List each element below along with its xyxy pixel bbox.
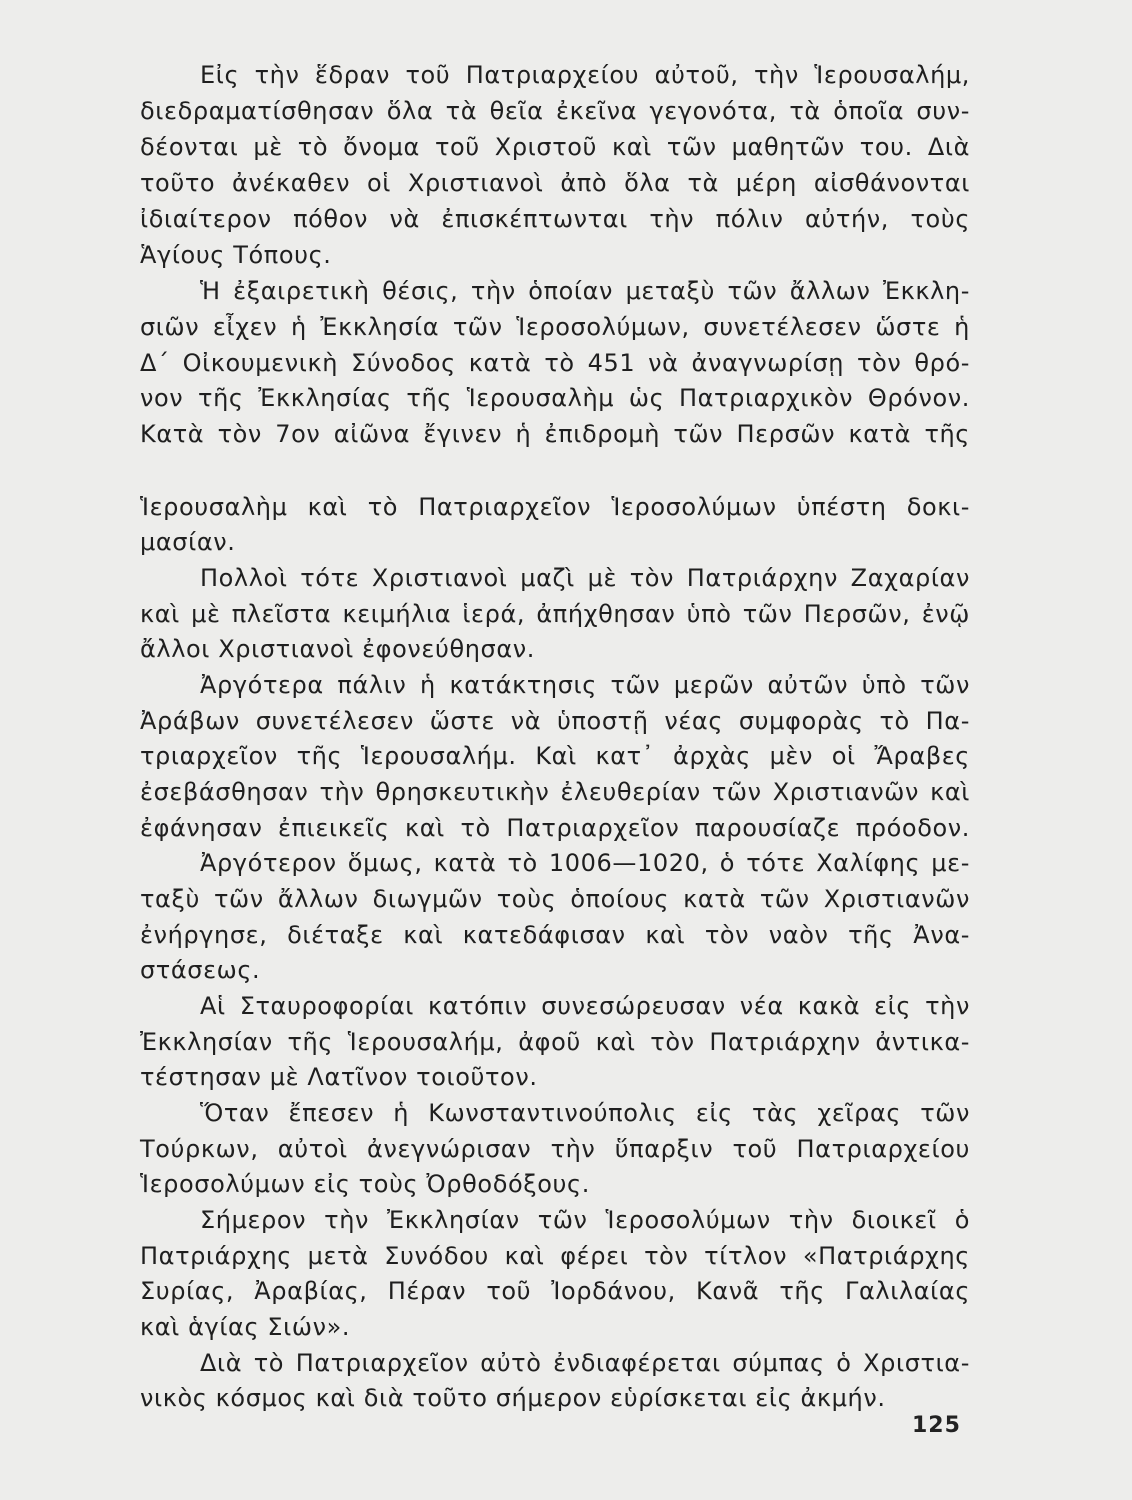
text-line: δέονται μὲ τὸ ὄνομα τοῦ Χριστοῦ καὶ τῶν μαθητῶν του. Διὰ xyxy=(140,133,970,161)
text-line: τριαρχεῖον τῆς Ἱερουσαλήμ. Καὶ κατ᾽ ἀρχὰς μὲν οἱ Ἄραβες xyxy=(140,742,970,770)
text-line: Ἡ ἐξαιρετικὴ θέσις, τὴν ὁποίαν μεταξὺ τῶν ἄλλων Ἐκκλη- xyxy=(200,277,970,305)
text-line: μασίαν. xyxy=(140,528,236,556)
text-line: ἰδιαίτερον πόθον νὰ ἐπισκέπτωνται τὴν πόλιν αὐτήν, τοὺς xyxy=(140,205,970,233)
text-line: Ὅταν ἔπεσεν ἡ Κωνσταντινούπολις εἰς τὰς χεῖρας τῶν xyxy=(200,1099,970,1127)
text-line: Κατὰ τὸν 7ον αἰῶνα ἔγινεν ἡ ἐπιδρομὴ τῶν Περσῶν κατὰ τῆς xyxy=(140,420,970,448)
text-line: τοῦτο ἀνέκαθεν οἱ Χριστιανοὶ ἀπὸ ὅλα τὰ μέρη αἰσθάνονται xyxy=(140,169,970,197)
text-line: καὶ ἁγίας Σιών». xyxy=(140,1313,351,1341)
text-line: Πατριάρχης μετὰ Συνόδου καὶ φέρει τὸν τίτλον «Πατριάρχης xyxy=(140,1242,970,1270)
text-line: ἄλλοι Χριστιανοὶ ἐφονεύθησαν. xyxy=(140,635,536,663)
text-line: Δ΄ Οἰκουμενικὴ Σύνοδος κατὰ τὸ 451 νὰ ἀναγνωρίσῃ τὸν θρό- xyxy=(140,349,970,377)
text-line: Ἐκκλησίαν τῆς Ἱερουσαλήμ, ἀφοῦ καὶ τὸν Πατριάρχην ἀντικα- xyxy=(140,1028,970,1056)
text-line: Ἀργότερον ὅμως, κατὰ τὸ 1006—1020, ὁ τότε Χαλίφης με- xyxy=(200,849,970,877)
text-line: διεδραματίσθησαν ὅλα τὰ θεῖα ἐκεῖνα γεγονότα, τὰ ὁποῖα συν- xyxy=(140,97,970,125)
text-line: Εἰς τὴν ἕδραν τοῦ Πατριαρχείου αὐτοῦ, τὴν Ἱερουσαλήμ, xyxy=(200,61,970,89)
text-line: νικὸς κόσμος καὶ διὰ τοῦτο σήμερον εὑρίσκεται εἰς ἀκμήν. xyxy=(140,1384,886,1412)
text-line: Διὰ τὸ Πατριαρχεῖον αὐτὸ ἐνδιαφέρεται σύμπας ὁ Χριστια- xyxy=(200,1349,970,1377)
text-line: σιῶν εἶχεν ἡ Ἐκκλησία τῶν Ἱεροσολύμων, συνετέλεσεν ὥστε ἡ xyxy=(140,313,970,341)
text-line: Ἁγίους Τόπους. xyxy=(140,241,332,269)
text-line: ἐφάνησαν ἐπιεικεῖς καὶ τὸ Πατριαρχεῖον παρουσίαζε πρόοδον. xyxy=(140,814,970,842)
text-line: Αἱ Σταυροφορίαι κατόπιν συνεσώρευσαν νέα κακὰ εἰς τὴν xyxy=(200,992,970,1020)
text-line: στάσεως. xyxy=(140,956,261,984)
text-line: Πολλοὶ τότε Χριστιανοὶ μαζὶ μὲ τὸν Πατριάρχην Ζαχαρίαν xyxy=(200,564,970,592)
page-number: 125 xyxy=(912,1413,961,1438)
text-line: Σήμερον τὴν Ἐκκλησίαν τῶν Ἱεροσολύμων τὴν διοικεῖ ὁ xyxy=(200,1206,970,1234)
text-line: Συρίας, Ἀραβίας, Πέραν τοῦ Ἰορδάνου, Κανᾶ τῆς Γαλιλαίας xyxy=(140,1277,970,1305)
text-line: Ἱερουσαλὴμ καὶ τὸ Πατριαρχεῖον Ἱεροσολύμων ὑπέστη δοκι- xyxy=(140,493,970,521)
text-line: ἐσεβάσθησαν τὴν θρησκευτικὴν ἐλευθερίαν τῶν Χριστιανῶν καὶ xyxy=(140,778,970,806)
text-line: καὶ μὲ πλεῖστα κειμήλια ἱερά, ἀπήχθησαν ὑπὸ τῶν Περσῶν, ἐνῷ xyxy=(140,600,970,628)
text-line: ταξὺ τῶν ἄλλων διωγμῶν τοὺς ὁποίους κατὰ τῶν Χριστιανῶν xyxy=(140,885,970,913)
text-line: τέστησαν μὲ Λατῖνον τοιοῦτον. xyxy=(140,1063,538,1091)
text-line: νον τῆς Ἐκκλησίας τῆς Ἱερουσαλὴμ ὡς Πατριαρχικὸν Θρόνον. xyxy=(140,384,970,412)
text-line: ἐνήργησε, διέταξε καὶ κατεδάφισαν καὶ τὸν ναὸν τῆς Ἀνα- xyxy=(140,921,970,949)
text-line: Ἱεροσολύμων εἰς τοὺς Ὀρθοδόξους. xyxy=(140,1170,590,1198)
text-line: Ἀργότερα πάλιν ἡ κατάκτησις τῶν μερῶν αὐτῶν ὑπὸ τῶν xyxy=(200,671,970,699)
text-line: Τούρκων, αὐτοὶ ἀνεγνώρισαν τὴν ὕπαρξιν τοῦ Πατριαρχείου xyxy=(140,1135,970,1163)
text-line: Ἀράβων συνετέλεσεν ὥστε νὰ ὑποστῇ νέας συμφορὰς τὸ Πα- xyxy=(140,707,970,735)
